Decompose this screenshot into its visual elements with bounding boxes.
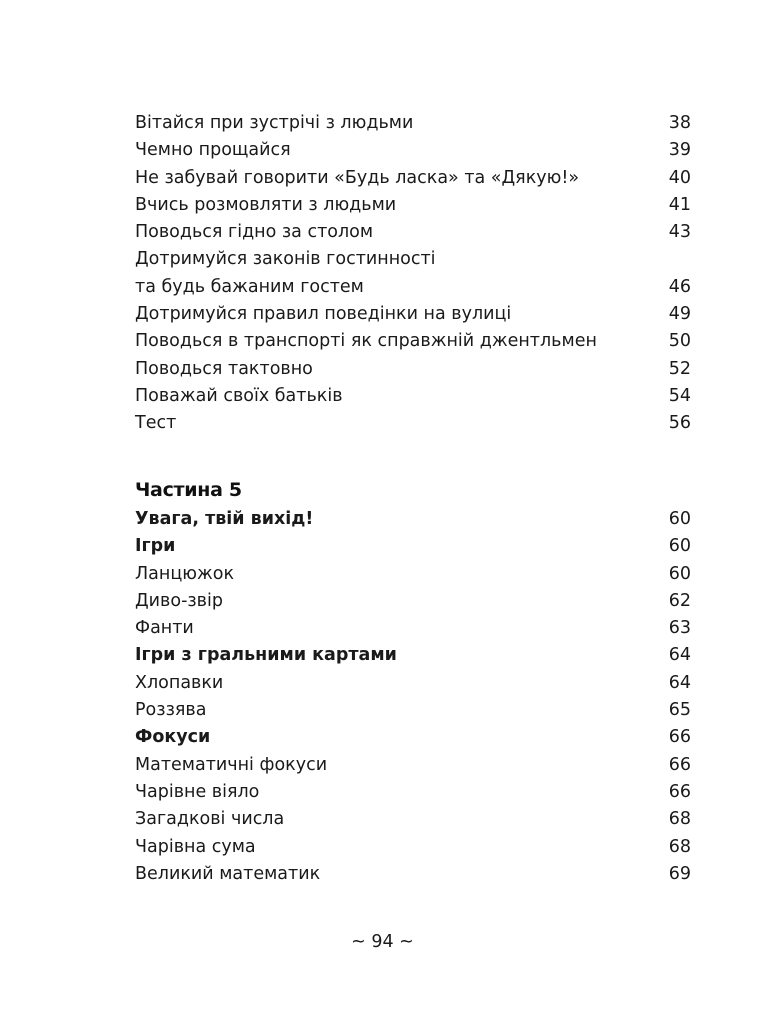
toc-entry-page: 41 xyxy=(668,194,691,215)
toc-entry-page: 69 xyxy=(668,863,691,884)
toc-entry xyxy=(135,274,691,301)
toc-entry-title: Ланцюжок xyxy=(135,563,235,584)
toc-entry-page: 46 xyxy=(668,276,691,297)
toc-entry xyxy=(135,219,691,246)
toc-entry-page: 60 xyxy=(668,563,691,584)
toc-section-manners xyxy=(135,110,691,438)
toc-entry xyxy=(135,806,691,833)
page-number: ~ 94 ~ xyxy=(351,932,414,952)
toc-entry-page: 66 xyxy=(668,781,691,802)
toc-entry-page: 66 xyxy=(668,727,691,748)
toc-entry xyxy=(135,588,691,615)
toc-entry-page: 49 xyxy=(668,304,691,325)
toc-entry xyxy=(135,192,691,219)
toc-entry xyxy=(135,752,691,779)
toc-entry xyxy=(135,834,691,861)
toc-entry-page: 40 xyxy=(668,167,691,188)
toc-entry-title: Не забувай говорити «Будь ласка» та «Дякую!» xyxy=(135,167,580,188)
toc-entry xyxy=(135,356,691,383)
toc-entry-title: Поводься гідно за столом xyxy=(135,222,374,243)
toc-entry-page: 60 xyxy=(668,509,691,529)
toc-entry-title: Дотримуйся правил поведінки на вулиці xyxy=(135,304,512,325)
toc-entry-title: Поводься в транспорті як справжній джентльмен xyxy=(135,331,597,352)
toc-entry xyxy=(135,328,691,355)
toc-entry-title: Чарівна сума xyxy=(135,836,256,857)
toc-entry-page: 43 xyxy=(668,222,691,243)
toc-entry xyxy=(135,615,691,642)
toc-entry-page: 60 xyxy=(668,536,691,557)
toc-entry-title: Поводься тактовно xyxy=(135,358,313,379)
toc-entry xyxy=(135,110,691,137)
toc-entry-title: Математичні фокуси xyxy=(135,754,328,775)
toc-entry-page: 68 xyxy=(668,836,691,857)
toc-entry xyxy=(135,246,691,273)
toc-entry xyxy=(135,724,691,751)
toc-entry xyxy=(135,383,691,410)
toc-entry-page: 39 xyxy=(668,140,691,161)
toc-entry-title: Диво-звір xyxy=(135,590,223,611)
toc-entry-title: Дотримуйся законів гостинності xyxy=(135,249,436,270)
toc-entry-page: 66 xyxy=(668,754,691,775)
toc-entry-page: 62 xyxy=(668,590,691,611)
toc-entry xyxy=(135,779,691,806)
toc-entry-page: 52 xyxy=(668,358,691,379)
toc-entry xyxy=(135,861,691,888)
toc-entry-title: Чемно прощайся xyxy=(135,140,291,161)
toc-entry-title: Хлопавки xyxy=(135,672,224,693)
toc-entry xyxy=(135,165,691,192)
toc-entry-page: 54 xyxy=(668,385,691,406)
toc-entry xyxy=(135,137,691,164)
toc-entry-title: Ігри з гральними картами xyxy=(135,645,397,666)
toc-entry-title: Чарівне віяло xyxy=(135,781,260,802)
toc-entry xyxy=(135,670,691,697)
toc-entry-page: 65 xyxy=(668,700,691,721)
toc-entry-page: 64 xyxy=(668,645,691,666)
toc-section-part-5 xyxy=(135,506,691,888)
toc-entry-title: Фокуси xyxy=(135,727,211,748)
toc-entry-page: 50 xyxy=(668,331,691,352)
toc-entry-title: Вітайся при зустрічі з людьми xyxy=(135,113,414,133)
toc-entry-title: Тест xyxy=(135,413,177,434)
part-title: Частина 5 xyxy=(135,479,242,501)
toc-entry xyxy=(135,410,691,437)
toc-entry xyxy=(135,506,691,533)
toc-entry xyxy=(135,697,691,724)
toc-entry-title: Великий математик xyxy=(135,863,321,884)
toc-entry-title: Ігри xyxy=(135,536,176,557)
toc-entry-page: 68 xyxy=(668,809,691,830)
toc-entry-page: 56 xyxy=(668,413,691,434)
toc-entry xyxy=(135,642,691,669)
toc-entry-title: Поважай своїх батьків xyxy=(135,385,343,406)
toc-entry-title: Роззява xyxy=(135,700,207,721)
toc-entry-page: 64 xyxy=(668,672,691,693)
toc-entry-title: Вчись розмовляти з людьми xyxy=(135,194,397,215)
toc-entry xyxy=(135,533,691,560)
toc-entry xyxy=(135,561,691,588)
toc-entry-page: 38 xyxy=(668,113,691,133)
toc-entry-title: та будь бажаним гостем xyxy=(135,276,364,297)
toc-entry-title: Фанти xyxy=(135,618,194,639)
toc-entry-title: Загадкові числа xyxy=(135,809,285,830)
toc-entry-title: Увага, твій вихід! xyxy=(135,509,314,529)
toc-entry xyxy=(135,301,691,328)
toc-entry-page: 63 xyxy=(668,618,691,639)
